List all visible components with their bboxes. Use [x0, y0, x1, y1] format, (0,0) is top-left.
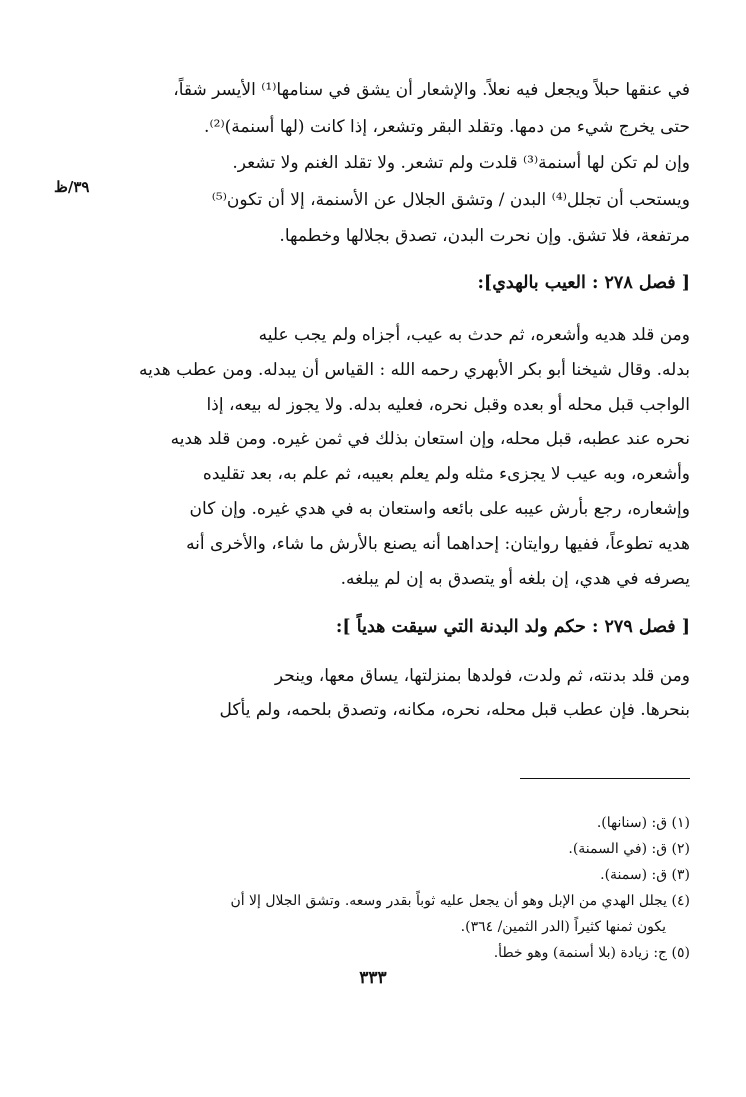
text-line: ومن قلد هديه وأشعره، ثم حدث به عيب، أجزاه ولم يجب عليه [258, 325, 690, 345]
text-line: وإن لم تكن لها أسنمة⁽³⁾ قلدت ولم تشعر. ولا تقلد الغنم ولا تشعر. [232, 153, 690, 173]
text-line: ويستحب أن تجلل⁽⁴⁾ البدن / وتشق الجلال عن الأسنمة، إلا أن تكون⁽⁵⁾ [211, 189, 690, 210]
footnote-separator [520, 778, 690, 779]
footnote-5: (٥) ج: زيادة (بلا أسنمة) وهو خطأ. [493, 945, 690, 961]
paragraph-hady-marking [134, 72, 690, 255]
text-line: الواجب قبل محله أو بعده وقبل نحره، فعليه بدله. ولا يجوز له بيعه، إذا [206, 394, 690, 415]
page-number: ٣٣٣ [359, 968, 387, 988]
paragraph-offspring-of-badana [134, 659, 690, 727]
paragraph-defect-in-hady [134, 318, 690, 596]
footnote-3: (٣) ق: (سمنة). [600, 867, 690, 883]
text-line: مرتفعة، فلا تشق. وإن نحرت البدن، تصدق بجلالها وخطمها. [279, 226, 690, 246]
text-line: بنحرها. فإن عطب قبل محله، نحره، مكانه، وتصدق بلحمه، ولم يأكل [219, 700, 690, 720]
text-line: ومن قلد بدنته، ثم ولدت، فولدها بمنزلتها، يساق معها، وينحر [274, 666, 690, 686]
footnotes [130, 810, 690, 966]
footnote-1: (١) ق: (سنانها). [596, 815, 690, 831]
text-line: بدله. وقال شيخنا أبو بكر الأبهري رحمه الله : القياس أن يبدله. ومن عطب هديه [139, 359, 690, 380]
text-line: وإشعاره، رجع بأرش عيبه على بائعه واستعان به في هدي غيره. وإن كان [189, 498, 690, 519]
footnote-2: (٢) ق: (في السمنة). [568, 841, 690, 857]
section-heading-278: [ فصل ٢٧٨ : العيب بالهدي]: [477, 273, 690, 293]
text-line: وأشعره، وبه عيب لا يجزىء مثله ولم يعلم بعيبه، ثم علم به، بعد تقليده [202, 464, 690, 485]
text-line: هديه تطوعاً، ففيها روايتان: إحداهما أنه يصنع بالأرش ما شاء، والأخرى أنه [186, 533, 690, 554]
text-line: نحره عند عطبه، قبل محله، وإن استعان بذلك في ثمن غيره. ومن قلد هديه [170, 429, 690, 450]
footnote-4-continuation: يكون ثمنها كثيراً (الدر الثمين/ ٣٦٤). [460, 919, 666, 935]
section-heading-279: [ فصل ٢٧٩ : حكم ولد البدنة التي سيقت هدياً ]: [335, 617, 690, 637]
text-line: حتى يخرج شيء من دمها. وتقلد البقر وتشعر، إذا كانت (لها أسنمة)⁽²⁾. [204, 116, 690, 137]
manuscript-folio-marker: ٣٩/ظ [54, 178, 90, 196]
footnote-4: (٤) يجلل الهدي من الإبل وهو أن يجعل عليه ثوباً بقدر وسعه. وتشق الجلال إلا أن [230, 893, 690, 909]
text-line: في عنقها حبلاً ويجعل فيه نعلاً. والإشعار أن يشق في سنامها⁽¹⁾ الأيسر شقاً، [173, 80, 690, 100]
text-line: يصرفه في هدي، إن بلغه أو يتصدق به إن لم يبلغه. [340, 568, 690, 589]
